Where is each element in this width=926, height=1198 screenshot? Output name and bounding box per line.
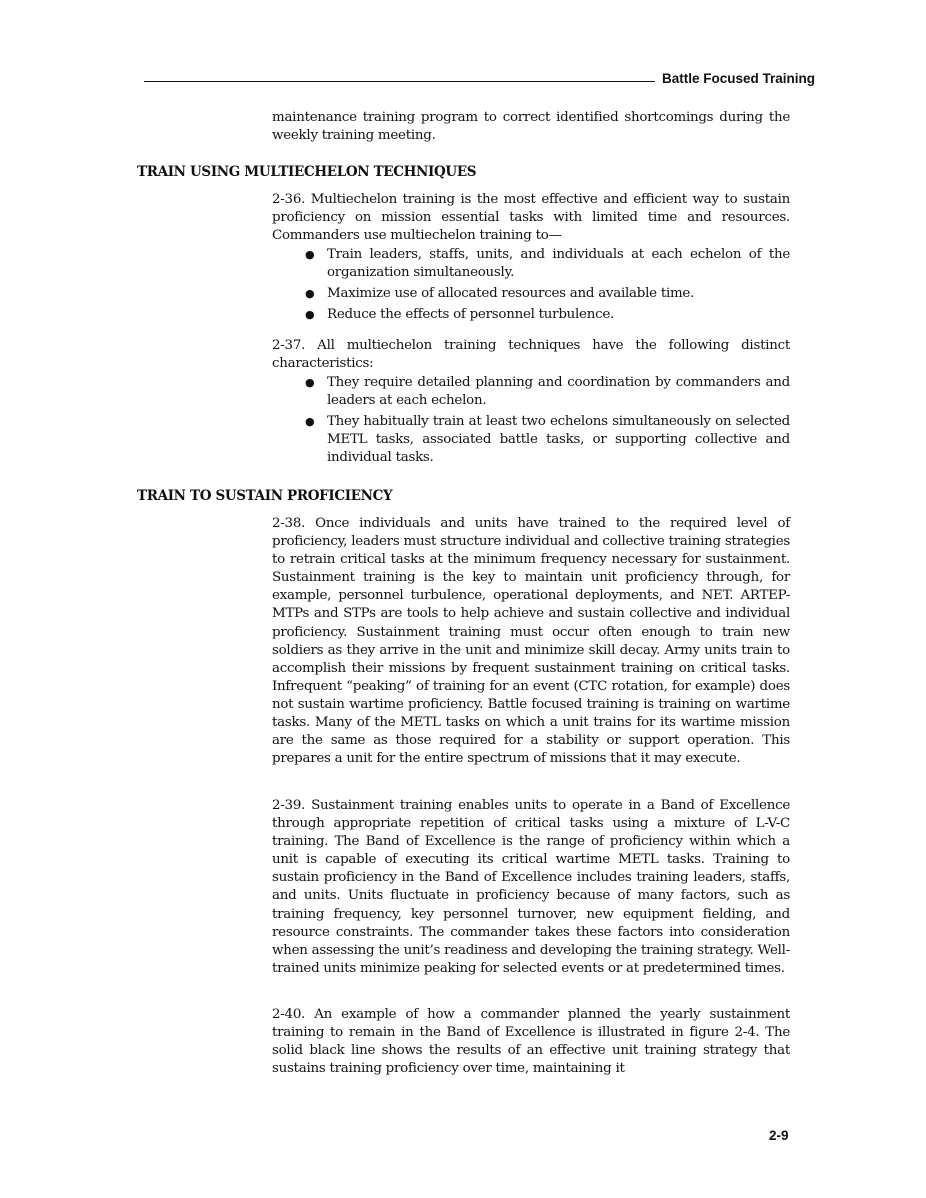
paragraph-2-37-block: [272, 337, 790, 470]
list-item: [272, 285, 790, 303]
intro-block: [272, 109, 790, 145]
section-heading-sustain-proficiency: TRAIN TO SUSTAIN PROFICIENCY: [137, 488, 393, 504]
bullet-icon: ●: [305, 414, 315, 428]
section-heading-multiechelon: TRAIN USING MULTIECHELON TECHNIQUES: [137, 164, 477, 180]
list-item: [272, 306, 790, 324]
bullet-icon: ●: [305, 248, 315, 262]
paragraph-2-40: 2-40. An example of how a commander planned the yearly sustainment training to remain in the Band of Excellence is illustrated in figure 2-4. The solid black line shows the results of an effective unit training strategy that sustains training proficiency over time, maintaining it: [272, 1007, 790, 1077]
paragraph-2-40-block: [272, 1006, 790, 1078]
list-item-text: They habitually train at least two echelons simultaneously on selected METL tasks, associated battle tasks, or supporting collective and individual tasks.: [327, 413, 790, 466]
page-number: 2-9: [769, 1128, 789, 1143]
paragraph-2-39: 2-39. Sustainment training enables units to operate in a Band of Excellence through appropriate repetition of critical tasks using a mixture of L-V-C training. The Band of Excellence is the range of proficiency within which a unit is capable of executing its critical wartime METL tasks. Training to sustain proficiency in the Band of Excellence includes training leaders, staffs, and units. Units fluctuate in proficiency because of many factors, such as training frequency, key personnel turnover, new equipment fielding, and resource constraints. The commander takes these factors into consideration when assessing the unit’s readiness and developing the training strategy. Well-trained units minimize peaking for selected events or at predetermined times.: [272, 798, 790, 976]
paragraph-2-38-block: [272, 515, 790, 768]
list-item: [272, 246, 790, 282]
bullet-icon: ●: [305, 286, 315, 300]
paragraph-2-36: 2-36. Multiechelon training is the most effective and efficient way to sustain proficiency on mission essential tasks with limited time and resources. Commanders use multiechelon training to—: [272, 192, 790, 244]
list-item-text: Reduce the effects of personnel turbulence.: [327, 306, 615, 322]
paragraph-2-37: 2-37. All multiechelon training techniques have the following distinct characteristics:: [272, 338, 790, 372]
paragraph-2-39-block: [272, 797, 790, 978]
list-item: [272, 413, 790, 467]
intro-paragraph: maintenance training program to correct identified shortcomings during the weekly training meeting.: [272, 110, 790, 144]
list-item-text: Maximize use of allocated resources and available time.: [327, 285, 695, 301]
bullet-icon: ●: [305, 376, 315, 390]
paragraph-2-38: 2-38. Once individuals and units have trained to the required level of proficiency, leaders must structure individual and collective training strategies to retrain critical tasks at the minimum frequency necessary for sustainment. Sustainment training is the key to maintain unit proficiency through, for example, personnel turbulence, operational deployments, and NET. ARTEP-MTPs and STPs are tools to help achieve and sustain collective and individual proficiency. Sustainment training must occur often enough to train new soldiers as they arrive in the unit and minimize skill decay. Army units train to accomplish their missions by frequent sustainment training on critical tasks. Infrequent “peaking” of training for an event (CTC rotation, for example) does not sustain wartime proficiency. Battle focused training is training on wartime tasks. Many of the METL tasks on which a unit trains for its wartime mission are the same as those required for a stability or support operation. This prepares a unit for the entire spectrum of missions that it may execute.: [272, 516, 790, 767]
running-header-title: Battle Focused Training: [662, 71, 816, 86]
list-item-text: Train leaders, staffs, units, and individuals at each echelon of the organization simultaneously.: [327, 247, 790, 281]
list-item-text: They require detailed planning and coordination by commanders and leaders at each echelon.: [327, 375, 790, 409]
header-rule: [144, 81, 655, 82]
paragraph-2-36-block: [272, 191, 790, 326]
bullet-icon: ●: [305, 307, 315, 321]
bullet-list-2-36: [272, 246, 790, 323]
list-item: [272, 374, 790, 410]
bullet-list-2-37: [272, 374, 790, 467]
